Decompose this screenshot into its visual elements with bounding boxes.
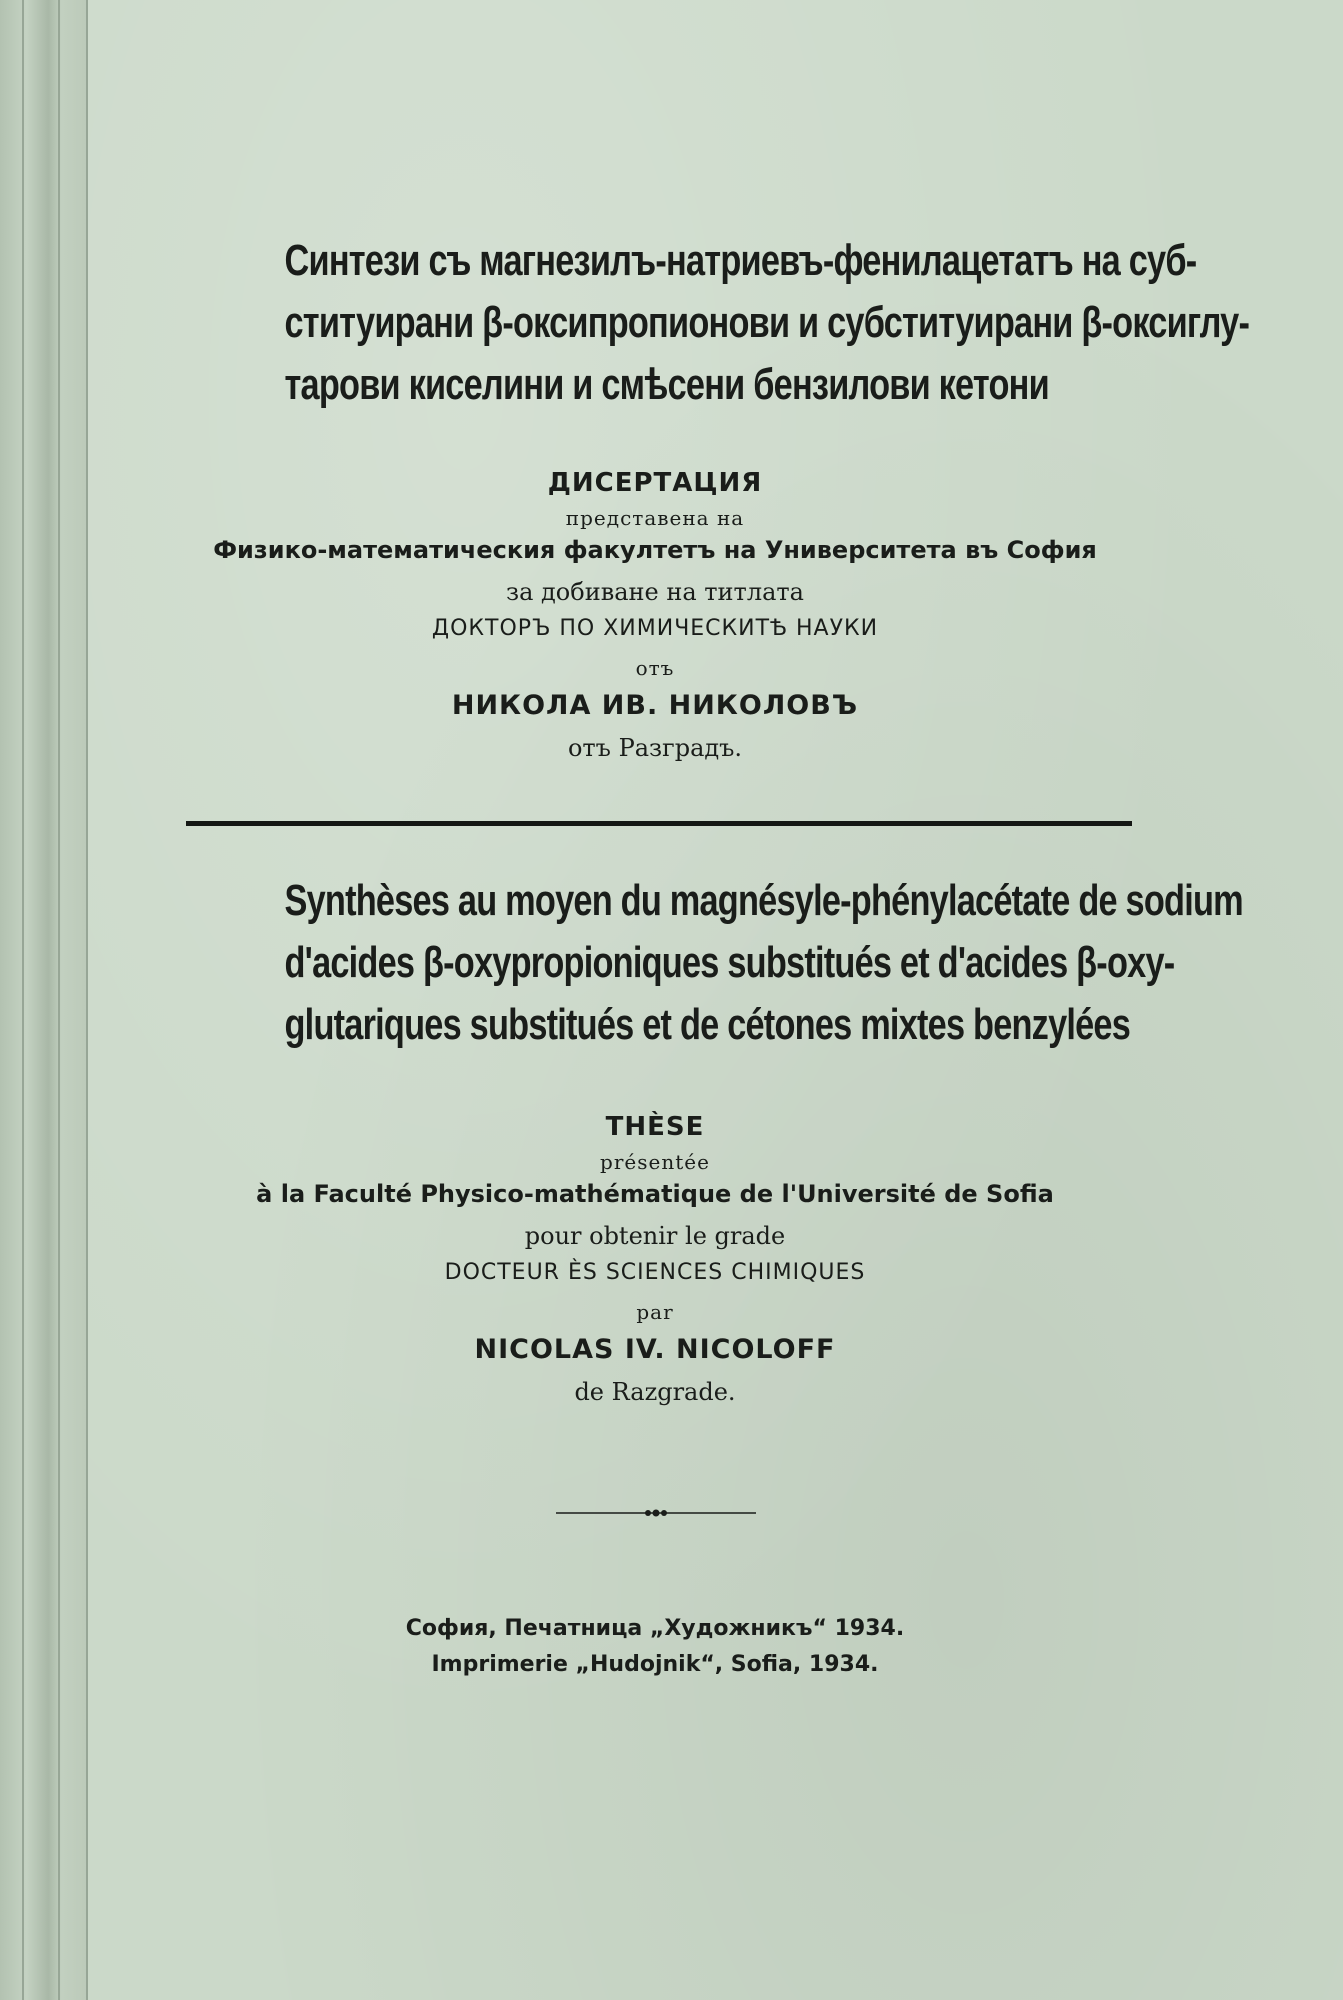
title-line: glutariques substitués et de cétones mixtes benzylées <box>284 1000 1131 1049</box>
degree-purpose: за добиване на титлата <box>506 578 804 606</box>
bulgarian-title <box>180 230 1250 416</box>
imprint <box>180 1616 1130 1688</box>
spine-crease <box>22 0 24 2000</box>
thesis-heading: THÈSE <box>605 1112 705 1142</box>
presented-to: présentée <box>600 1150 710 1174</box>
divider-rule <box>186 821 1132 826</box>
french-thesis-info <box>180 1112 1130 1414</box>
book-spine <box>0 0 88 2000</box>
by-label: отъ <box>635 656 675 680</box>
presented-to: представена на <box>565 506 745 530</box>
author-name: НИКОЛА ИВ. НИКОЛОВЪ <box>451 690 859 721</box>
author-name: NICOLAS IV. NICOLOFF <box>474 1334 836 1365</box>
degree-title: ДОКТОРЪ ПО ХИМИЧЕСКИТѢ НАУКИ <box>431 616 879 641</box>
degree-purpose: pour obtenir le grade <box>524 1222 786 1250</box>
french-title <box>180 870 1243 1056</box>
faculty-name: à la Faculté Physico-mathématique de l'Université de Sofia <box>256 1180 1054 1208</box>
title-line: Synthèses au moyen du magnésyle-phénylacétate de sodium <box>284 876 1243 925</box>
by-label: par <box>636 1300 674 1324</box>
degree-title: DOCTEUR ÈS SCIENCES CHIMIQUES <box>444 1260 866 1285</box>
title-line: d'acides β-oxypropioniques substitués et d'acides β-oxy- <box>284 938 1175 987</box>
imprint-bulgarian: София, Печатница „Художникъ“ 1934. <box>405 1616 905 1641</box>
dissertation-heading: ДИСЕРТАЦИЯ <box>547 468 763 498</box>
spine-crease <box>58 0 60 2000</box>
title-line: Синтези съ магнезилъ-натриевъ-фенилацетатъ на суб- <box>284 236 1197 285</box>
faculty-name: Физико-математическия факултетъ на Университета въ София <box>213 536 1097 564</box>
ornament-divider <box>556 1506 756 1520</box>
bulgarian-dissertation-info <box>180 468 1130 770</box>
imprint-french: Imprimerie „Hudojnik“, Sofia, 1934. <box>431 1652 879 1677</box>
author-origin: de Razgrade. <box>574 1378 736 1406</box>
title-line: ституирани β-оксипропионови и субституирани β-оксиглу- <box>284 298 1250 347</box>
title-line: тарови киселини и смѣсени бензилови кетони <box>284 360 1049 409</box>
author-origin: отъ Разградъ. <box>567 734 743 762</box>
